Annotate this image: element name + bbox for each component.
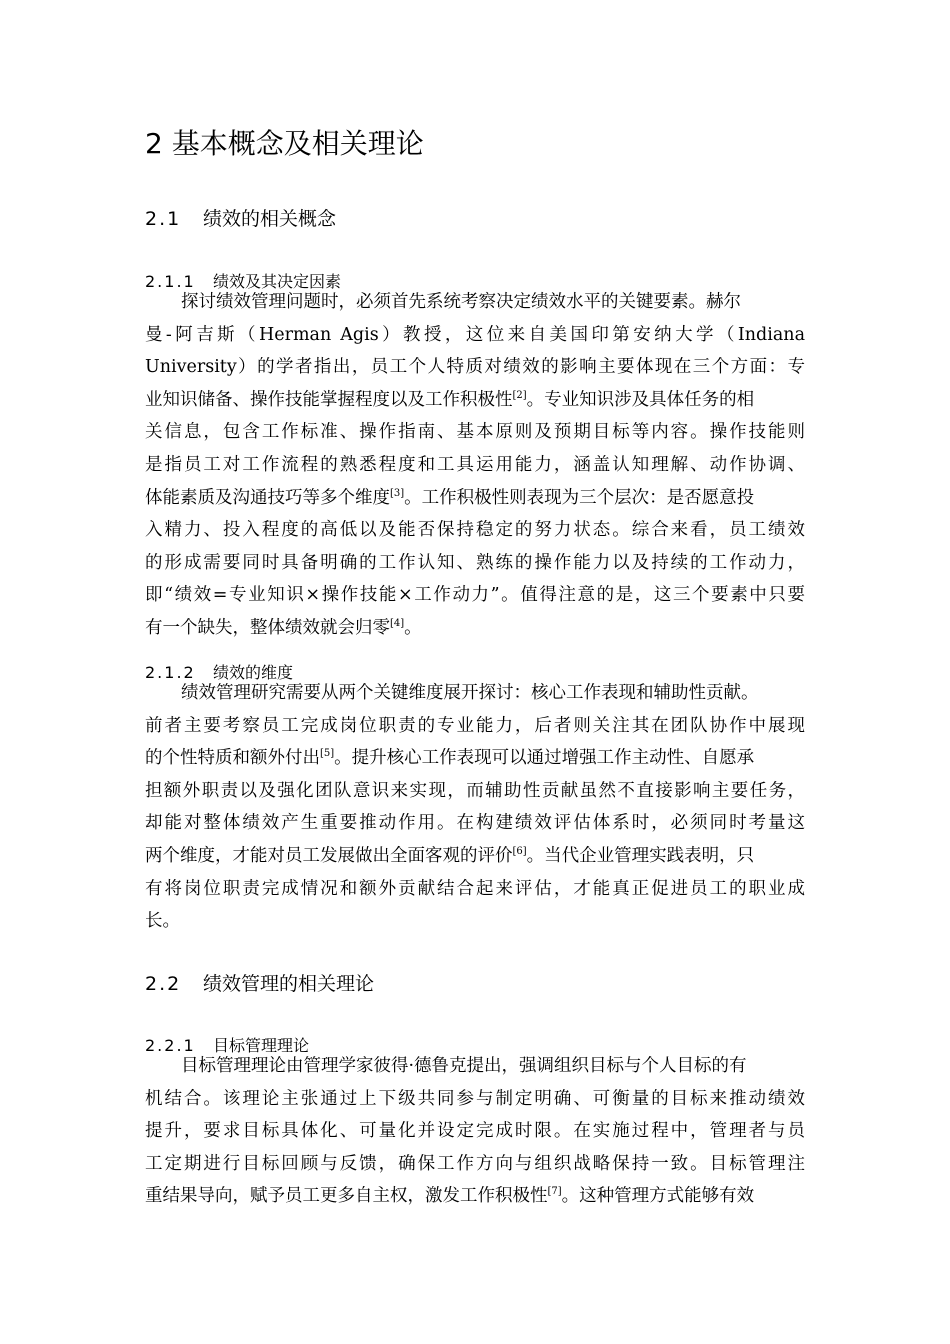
text-line: 重结果导向，赋予员工更多自主权，激发工作积极性[7]。这种管理方式能够有效 bbox=[145, 1186, 755, 1207]
text-line: 曼-阿吉斯（Herman Agis）教授，这位来自美国印第安纳大学（Indiana bbox=[145, 324, 805, 345]
subsection-title: 绩效的维度 bbox=[213, 663, 294, 682]
text-line: 是指员工对工作流程的熟悉程度和工具运用能力，涵盖认知理解、动作协调、 bbox=[145, 454, 805, 475]
chapter-number: 2 bbox=[145, 127, 163, 160]
section-heading-2-1 bbox=[145, 204, 336, 231]
text-line: 有一个缺失，整体绩效就会归零[4]。 bbox=[145, 617, 422, 638]
chapter-title: 基本概念及相关理论 bbox=[171, 127, 424, 160]
citation: [7] bbox=[547, 1186, 562, 1198]
subsection-number: 2.2.1 bbox=[145, 1036, 196, 1055]
text-line: 入精力、投入程度的高低以及能否保持稳定的努力状态。综合来看，员工绩效 bbox=[145, 520, 805, 541]
text-line: University）的学者指出，员工个人特质对绩效的影响主要体现在三个方面：专 bbox=[145, 357, 805, 378]
paragraph-2-1-1 bbox=[145, 286, 805, 645]
text-line: 有将岗位职责完成情况和额外贡献结合起来评估，才能真正促进员工的职业成 bbox=[145, 878, 805, 899]
text-line: 工定期进行目标回顾与反馈，确保工作方向与组织战略保持一致。目标管理注 bbox=[145, 1153, 805, 1174]
chapter-heading bbox=[145, 122, 424, 162]
text-line: 关信息，包含工作标准、操作指南、基本原则及预期目标等内容。操作技能则 bbox=[145, 422, 805, 443]
text-line: 业知识储备、操作技能掌握程度以及工作积极性[2]。专业知识涉及具体任务的相 bbox=[145, 389, 755, 410]
text-line: 却能对整体绩效产生重要推动作用。在构建绩效评估体系时，必须同时考量这 bbox=[145, 813, 805, 834]
subsection-title: 目标管理理论 bbox=[213, 1036, 310, 1055]
citation: [5] bbox=[320, 748, 335, 760]
paragraph-2-1-2 bbox=[145, 677, 805, 938]
subsection-title: 绩效及其决定因素 bbox=[213, 272, 342, 291]
section-number: 2.2 bbox=[145, 973, 182, 995]
citation: [6] bbox=[512, 845, 527, 857]
text-line: 担额外职责以及强化团队意识来实现，而辅助性贡献虽然不直接影响主要任务， bbox=[145, 780, 805, 801]
text-line: 目标管理理论由管理学家彼得·德鲁克提出，强调组织目标与个人目标的有 bbox=[181, 1056, 747, 1076]
paragraph-2-2-1 bbox=[145, 1050, 805, 1213]
text-line: 绩效管理研究需要从两个关键维度展开探讨：核心工作表现和辅助性贡献。 bbox=[181, 683, 759, 703]
text-line: 的个性特质和额外付出[5]。提升核心工作表现可以通过增强工作主动性、自愿承 bbox=[145, 748, 755, 769]
subsection-number: 2.1.2 bbox=[145, 663, 196, 682]
text-line: 前者主要考察员工完成岗位职责的专业能力，后者则关注其在团队协作中展现 bbox=[145, 715, 805, 736]
text-line: 机结合。该理论主张通过上下级共同参与制定明确、可衡量的目标来推动绩效 bbox=[145, 1088, 805, 1109]
text-line: 两个维度，才能对员工发展做出全面客观的评价[6]。当代企业管理实践表明，只 bbox=[145, 845, 755, 866]
text-line: 提升，要求目标具体化、可量化并设定完成时限。在实施过程中，管理者与员 bbox=[145, 1121, 805, 1142]
section-heading-2-2 bbox=[145, 969, 374, 996]
section-title: 绩效管理的相关理论 bbox=[203, 973, 375, 995]
text-line: 的形成需要同时具备明确的工作认知、熟练的操作能力以及持续的工作动力， bbox=[145, 552, 805, 573]
text-line: 长。 bbox=[145, 911, 180, 932]
text-line: 体能素质及沟通技巧等多个维度[3]。工作积极性则表现为三个层次：是否愿意投 bbox=[145, 487, 755, 508]
section-number: 2.1 bbox=[145, 208, 182, 230]
citation: [4] bbox=[390, 617, 405, 629]
citation: [2] bbox=[512, 389, 527, 401]
text-line: 即“绩效=专业知识×操作技能×工作动力”。值得注意的是，这三个要素中只要 bbox=[145, 585, 805, 606]
text-line: 探讨绩效管理问题时，必须首先系统考察决定绩效水平的关键要素。赫尔 bbox=[181, 292, 741, 312]
section-title: 绩效的相关概念 bbox=[203, 208, 337, 230]
citation: [3] bbox=[390, 487, 405, 499]
subsection-number: 2.1.1 bbox=[145, 272, 196, 291]
